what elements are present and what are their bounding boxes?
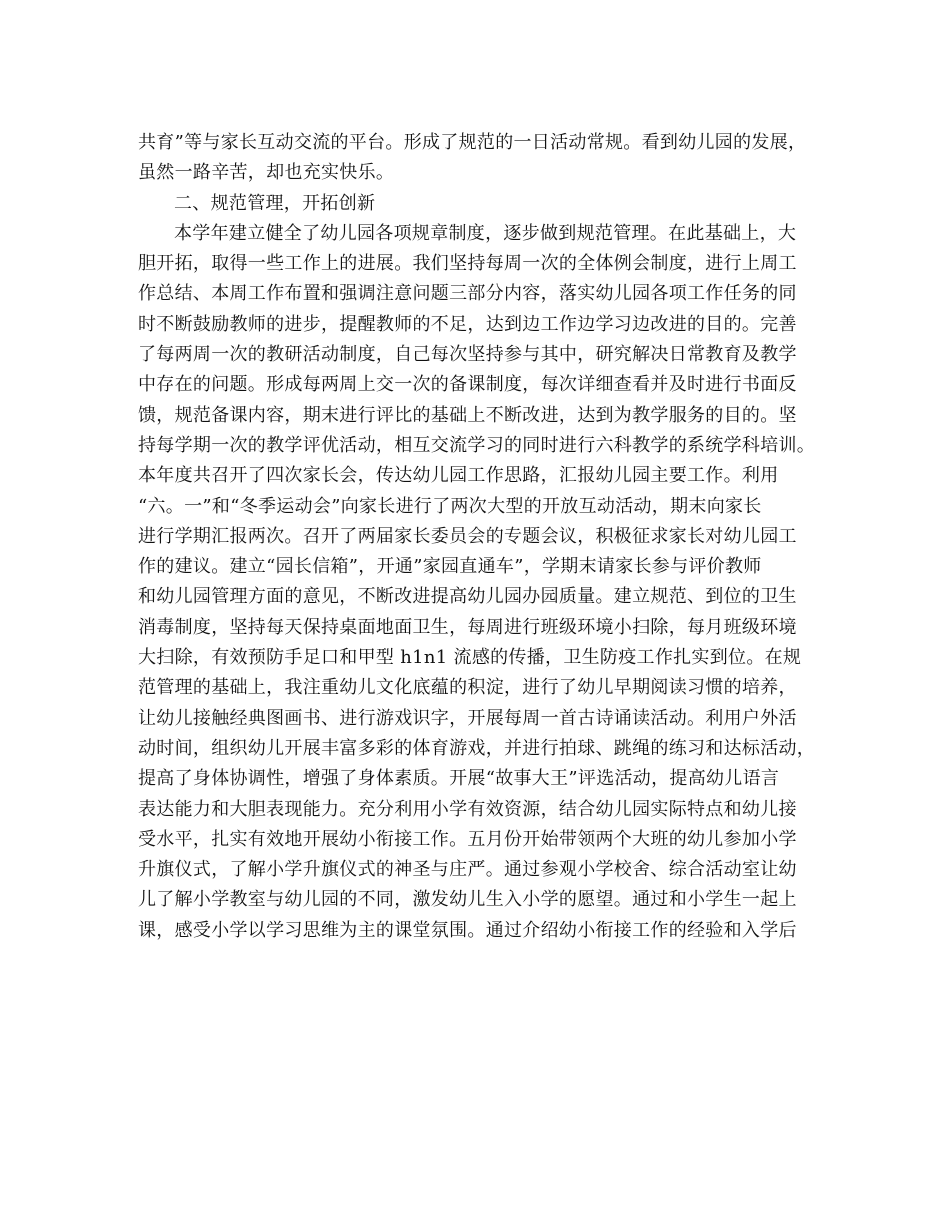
body-line-18: 大扫除，有效预防手足口和甲型 h1n1 流感的传播，卫生防疫工作扎实到位。在规 bbox=[138, 647, 802, 669]
body-line-14: 进行学期汇报两次。召开了两届家长委员会的专题会议，积极征求家长对幼儿园工 bbox=[138, 525, 797, 547]
body-line-24: 受水平，扎实有效地开展幼小衔接工作。五月份开始带领两个大班的幼儿参加小学 bbox=[138, 828, 797, 850]
body-line-27: 课，感受小学以学习思维为主的课堂氛围。通过介绍幼小衔接工作的经验和入学后 bbox=[138, 919, 797, 941]
body-line-9: 中存在的问题。形成每两周上交一次的备课制度，每次详细查看并及时进行书面反 bbox=[138, 374, 797, 396]
body-line-1: 共育”等与家长互动交流的平台。形成了规范的一日活动常规。看到幼儿园的发展， bbox=[138, 132, 807, 153]
section-heading: 二、规范管理，开拓创新 bbox=[174, 192, 376, 214]
body-line-16: 和幼儿园管理方面的意见，不断改进提高幼儿园办园质量。建立规范、到位的卫生 bbox=[138, 586, 797, 608]
body-line-15: 作的建议。建立“园长信箱”，开通”家园直通车”，学期末请家长参与评价教师 bbox=[138, 556, 762, 578]
body-line-6: 作总结、本周工作布置和强调注意问题三部分内容，落实幼儿园各项工作任务的同 bbox=[138, 283, 797, 305]
body-line-7: 时不断鼓励教师的进步，提醒教师的不足，达到边工作边学习边改进的目的。完善 bbox=[138, 313, 797, 335]
body-line-12: 本年度共召开了四次家长会，传达幼儿园工作思路，汇报幼儿园主要工作。利用 bbox=[138, 465, 779, 487]
body-line-10: 馈，规范备课内容，期末进行评比的基础上不断改进，达到为教学服务的目的。坚 bbox=[138, 404, 797, 426]
body-line-20: 让幼儿接触经典图画书、进行游戏识字，开展每周一首古诗诵读活动。利用户外活 bbox=[138, 707, 797, 729]
body-line-26: 儿了解小学教室与幼儿园的不同，激发幼儿生入小学的愿望。通过和小学生一起上 bbox=[138, 889, 797, 911]
body-line-17: 消毒制度，坚持每天保持桌面地面卫生，每周进行班级环境小扫除，每月班级环境 bbox=[138, 616, 797, 638]
paragraph-first-line: 本学年建立健全了幼儿园各项规章制度，逐步做到规范管理。在此基础上，大 bbox=[174, 222, 797, 244]
body-line-8: 了每两周一次的教研活动制度，自己每次坚持参与其中，研究解决日常教育及教学 bbox=[138, 344, 797, 366]
body-line-25: 升旗仪式，了解小学升旗仪式的神圣与庄严。通过参观小学校舍、综合活动室让幼 bbox=[138, 859, 797, 881]
body-line-2: 虽然一路辛苦，却也充实快乐。 bbox=[138, 162, 395, 184]
body-line-19: 范管理的基础上，我注重幼儿文化底蕴的积淀，进行了幼儿早期阅读习惯的培养， bbox=[138, 677, 797, 699]
body-line-13: “六。一”和“冬季运动会”向家长进行了两次大型的开放互动活动，期末向家长 bbox=[138, 495, 762, 517]
body-line-21: 动时间，组织幼儿开展丰富多彩的体育游戏，并进行拍球、跳绳的练习和达标活动， bbox=[138, 737, 816, 759]
body-line-22: 提高了身体协调性，增强了身体素质。开展“故事大王”评选活动，提高幼儿语言 bbox=[138, 768, 780, 790]
document-body bbox=[138, 128, 828, 946]
body-line-23: 表达能力和大胆表现能力。充分利用小学有效资源，结合幼儿园实际特点和幼儿接 bbox=[138, 798, 797, 820]
body-line-11: 持每学期一次的教学评优活动，相互交流学习的同时进行六科教学的系统学科培训。 bbox=[138, 434, 816, 456]
body-line-5: 胆开拓，取得一些工作上的进展。我们坚持每周一次的全体例会制度，进行上周工 bbox=[138, 253, 797, 275]
